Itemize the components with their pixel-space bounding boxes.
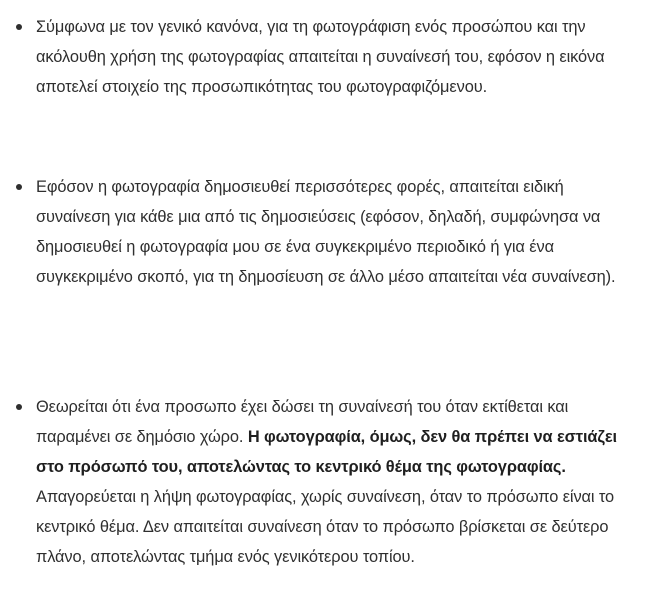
paragraph-text-part: Απαγορεύεται η λήψη φωτογραφίας, χωρίς συναίνεση, όταν το πρόσωπο είναι το κεντρικό θέμα. Δεν απαιτείται συναίνεση όταν το πρόσωπο βρίσκεται σε δεύτερο πλάνο, αποτελώντας τμήμα ενός γενικότερου τοπίου. [36, 488, 615, 566]
bullet-icon [16, 184, 22, 190]
paragraph-text-part: Θεωρείται ότι ένα προσωπο έχει δώσει τη συναίνεσή του όταν εκτίθεται και παραμένει σε δημόσιο χώρο. [36, 398, 569, 446]
paragraph-text [36, 392, 636, 572]
paragraph-text: Σύμφωνα με τον γενικό κανόνα, για τη φωτογράφιση ενός προσώπου και την ακόλουθη χρήση της φωτογραφίας απαιτείται η συναίνεσή του, εφόσον η εικόνα αποτελεί στοιχείο της προσωπικότητας του φωτογραφιζόμενου. [36, 18, 605, 96]
bullet-icon [16, 404, 22, 410]
emphasized-text: Η φωτογραφία, όμως, δεν θα πρέπει να εστιάζει στο πρόσωπό του, αποτελώντας το κεντρικό θέμα της φωτογραφίας. [36, 428, 617, 476]
bullet-icon [16, 24, 22, 30]
paragraph-text: Εφόσον η φωτογραφία δημοσιευθεί περισσότερες φορές, απαιτείται ειδική συναίνεση για κάθε μια από τις δημοσιεύσεις (εφόσον, δηλαδή, συμφώνησα να δημοσιευθεί η φωτογραφία μου σε ένα συγκεκριμένο περιοδικό ή για ένα συγκεκριμένο σκοπό, για τη δημοσίευση σε άλλο μέσο απαιτείται νέα συναίνεση). [36, 178, 616, 286]
